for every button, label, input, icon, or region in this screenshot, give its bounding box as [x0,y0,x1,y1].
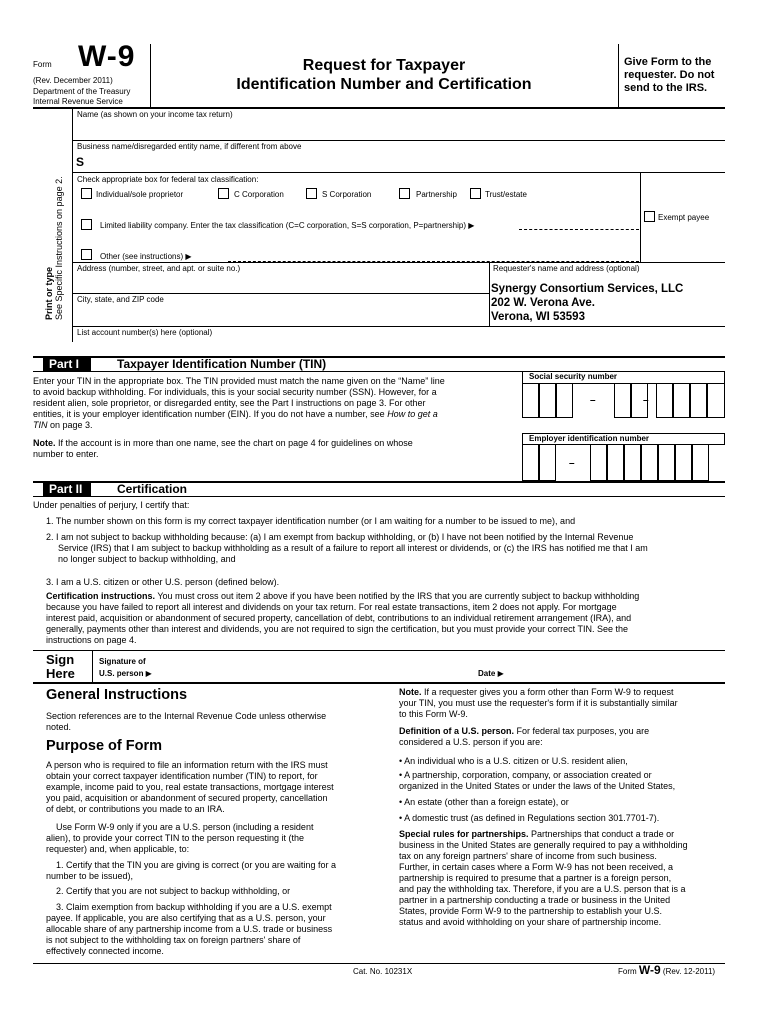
signature-field[interactable] [160,654,470,680]
ssn-digit-box[interactable] [614,384,631,418]
cert-item-3: 3. I am a U.S. citizen or other U.S. person (defined below). [46,577,280,587]
requester-street: 202 W. Verona Ave. [491,297,595,309]
individual-checkbox[interactable] [81,188,92,199]
instruction-line [33,420,521,431]
business-name-input[interactable]: S [76,155,85,169]
certify-item-3 [46,902,372,957]
text-line: your TIN, you must use the requester's form if it is substantially similar [399,698,678,708]
ssn-digit-box[interactable] [656,384,673,418]
cert-line: no longer subject to backup withholding, and [58,554,236,564]
sign-divider [92,650,93,683]
cert-item-2 [46,532,648,565]
text-line: requester) and, when applicable, to: [46,844,190,854]
give-form-line2: requester. Do not [624,69,715,81]
instruction-text: TIN [33,420,48,430]
text-line: of debt, or contributions you made to an IRA. [46,804,225,814]
catalog-number: Cat. No. 10231X [353,967,413,976]
ein-digit-box[interactable] [658,445,675,481]
general-instructions-text [46,711,326,733]
instruction-text: on page 3. [47,420,93,430]
ssn-digit-box[interactable] [690,384,707,418]
print-or-type-label: Print or type [44,266,54,320]
form-number: W-9 [78,40,136,73]
special-rules-text: Partnerships that conduct a trade or [528,829,675,839]
text-line [399,726,729,737]
part1-instructions [33,376,521,431]
ein-dash: – [569,458,575,469]
text-line: noted. [46,722,72,732]
text-line: • A partnership, corporation, company, or association created or [399,770,652,780]
text-line: you paid, acquisition or abandonment of secured property, cancellation [46,793,328,803]
ssn-digit-box[interactable] [522,384,539,418]
requester-name: Synergy Consortium Services, LLC [491,283,684,295]
instruction-line: to avoid backup withholding. For individuals, this is your social security number (SSN). However, for a [33,387,437,397]
see-specific-instructions-label: See Specific Instructions on page 2. [54,176,64,320]
requester-form-note [399,687,729,720]
c-corp-label: C Corporation [234,190,284,199]
individual-label: Individual/sole proprietor [96,190,184,199]
ein-digit-box[interactable] [675,445,692,481]
instruction-line [33,409,521,420]
signature-label-line1: Signature of [99,657,146,666]
exempt-payee-label: Exempt payee [658,213,710,222]
note-line: number to enter. [33,449,99,459]
ein-digit-box[interactable] [539,445,556,481]
ein-digit-box[interactable] [607,445,624,481]
ein-digit-box[interactable] [692,445,709,481]
footer-revision: (Rev. 12-2011) [662,967,716,976]
text-line: 3. Claim exemption from backup withholding if you are a U.S. exempt [56,902,332,912]
text-line: allocable share of any partnership income from a U.S. trade or business [46,924,333,934]
ssn-dash: – [643,395,649,406]
side-vertical-label [44,106,64,320]
name-label: Name (as shown on your income tax return) [77,110,233,119]
rule [73,172,725,173]
requester-city: Verona, WI 53593 [491,311,585,323]
header-bottom-rule [33,107,725,109]
cert-instructions-heading: Certification instructions. [46,591,156,601]
address-label: Address (number, street, and apt. or suite no.) [77,264,241,273]
partnership-checkbox[interactable] [399,188,410,199]
instruction-text: How to get a [387,409,438,419]
header-divider-right [618,44,619,108]
cert-line: Service (IRS) that I am subject to backup withholding as a result of a failure to report all interest or dividends, or (c) the IRS has notified me that I am [58,543,648,553]
s-corp-checkbox[interactable] [306,188,317,199]
other-checkbox[interactable] [81,249,92,260]
cert-text: You must cross out item 2 above if you have been notified by the IRS that you are currently subject to backup withholding [155,591,640,601]
part1-label: Part I [43,356,91,372]
rule [73,262,725,263]
text-line: payee. If applicable, you are also certifying that as a U.S. person, your [46,913,326,923]
part2-label: Part II [43,481,91,497]
form-title-line2: Identification Number and Certification [236,76,532,93]
ssn-digit-box[interactable] [707,384,725,418]
here-label: Here [46,666,75,681]
give-form-line3: send to the IRS. [624,82,708,94]
text-line: and pay the withholding tax. Therefore, if you are a U.S. person that is a [399,884,686,894]
ssn-dash: – [590,395,596,406]
ssn-digit-box[interactable] [673,384,690,418]
ein-digit-box[interactable] [590,445,607,481]
department: Department of the Treasury [33,87,131,96]
form-revision: (Rev. December 2011) [33,76,113,85]
ssn-label: Social security number [522,372,725,384]
text-line: to this Form W-9. [399,709,468,719]
tax-classification-label: Check appropriate box for federal tax classification: [77,175,259,184]
text-line: obtain your correct taxpayer identification number (TIN) to report, for [46,771,318,781]
cert-instructions [46,591,726,646]
exempt-payee-checkbox[interactable] [644,211,655,222]
part1-note [33,438,521,460]
trust-estate-label: Trust/estate [485,190,527,199]
text-line: alien), to provide your correct TIN to the person requesting it (the [46,833,304,843]
instruction-line: resident alien, sole proprietor, or disregarded entity, see the Part I instructions on page 3. For other [33,398,426,408]
ein-digit-box[interactable] [522,445,539,481]
text-line: considered a U.S. person if you are: [399,737,543,747]
us-person-bullet-2 [399,770,675,792]
certify-item-2: 2. Certify that you are not subject to backup withholding, or [56,886,291,896]
ssn-input[interactable] [522,384,725,418]
text-line: 1. Certify that the TIN you are giving is correct (or you are waiting for a [56,860,336,870]
certify-item-1 [46,860,372,882]
cert-line: instructions on page 4. [46,635,137,645]
ein-digit-box[interactable] [641,445,658,481]
instruction-text: entities, it is your employer identification number (EIN). If you do not have a number, see [33,409,388,419]
rule [33,650,725,651]
text-line: A person who is required to file an information return with the IRS must [46,760,328,770]
irs-label: Internal Revenue Service [33,97,123,106]
cert-line: 2. I am not subject to backup withholding because: (a) I am exempt from backup withholding, or (b) I have not been notified by the Internal Revenue [46,532,634,542]
date-label: Date ▶ [478,669,504,678]
exempt-divider [640,172,641,262]
text-line: partnership is required to presume that a partner is a foreign person, [399,873,672,883]
sign-label: Sign [46,652,75,667]
purpose-text [46,760,372,815]
text-line: is not subject to the withholding tax on foreign partners' share of [46,935,301,945]
us-person-bullet-3: • An estate (other than a foreign estate), or [399,797,569,807]
address-input[interactable] [73,274,489,294]
note-label: Note. [399,687,422,697]
special-rules-heading: Special rules for partnerships. [399,829,529,839]
ssn-digit-box[interactable] [539,384,556,418]
rule [73,326,725,327]
llc-label: Limited liability company. Enter the tax classification (C=C corporation, S=S corporation, P=partnership) ▶ [100,221,475,230]
business-name-label: Business name/disregarded entity name, if different from above [77,142,302,151]
ein-label: Employer identification number [522,433,725,445]
purpose-heading: Purpose of Form [46,738,163,754]
text-line: status and avoid withholding on your share of partnership income. [399,917,662,927]
rule [73,140,725,141]
part1-title: Taxpayer Identification Number (TIN) [117,357,327,371]
account-numbers-label: List account number(s) here (optional) [77,328,213,337]
requester-divider [489,262,490,326]
form-title-line1: Request for Taxpayer [302,57,466,74]
account-numbers-input[interactable] [73,338,725,354]
city-state-zip-input[interactable] [73,305,489,325]
special-rules-partnerships [399,829,729,928]
ein-input[interactable] [522,445,725,481]
ssn-digit-box[interactable] [556,384,573,418]
us-person-bullet-4: • A domestic trust (as defined in Regulations section 301.7701-7). [399,813,660,823]
cert-line: interest paid, acquisition or abandonment of secured property, cancellation of debt, contributions to an individual retirement arrangement (IRA), and [46,613,632,623]
use-form-text [46,822,372,855]
ein-digit-box[interactable] [624,445,641,481]
general-instructions-heading: General Instructions [46,687,188,703]
instruction-line: Enter your TIN in the appropriate box. The TIN provided must match the name given on the “Name” line [33,376,445,386]
rule [73,293,489,294]
llc-classification-input[interactable] [519,229,639,230]
text-line: Further, in certain cases where a Form W-9 has not been received, a [399,862,673,872]
text-line [399,687,729,698]
text-line: partner in a partnership conducting a trade or business in the United [399,895,671,905]
cert-line: generally, payments other than interest and dividends, you are not required to sign the certification, but you must provide your correct TIN. See the [46,624,628,634]
trust-estate-checkbox[interactable] [470,188,481,199]
footer-form-label: Form [618,967,637,976]
note-label: Note. [33,438,56,448]
date-field[interactable] [512,654,724,680]
form-label: Form [33,60,52,69]
part2-title: Certification [117,482,188,496]
us-person-bullet-1: • An individual who is a U.S. citizen or U.S. resident alien, [399,756,628,766]
text-line: number to be issued), [46,871,134,881]
text-line: States, provide Form W-9 to the partnership to establish your U.S. [399,906,662,916]
definition-heading: Definition of a U.S. person. [399,726,515,736]
partnership-label: Partnership [416,190,457,199]
give-form-line1: Give Form to the [624,56,712,68]
text-line: business in the United States are generally required to pay a withholding [399,840,688,850]
text-line [399,829,729,840]
text-line: Use Form W-9 only if you are a U.S. person (including a resident [56,822,314,832]
text-line: Section references are to the Internal Revenue Code unless otherwise [46,711,327,721]
other-label: Other (see instructions) ▶ [100,252,192,261]
cert-line [46,591,726,602]
c-corp-checkbox[interactable] [218,188,229,199]
footer-form-id [618,963,715,979]
city-state-zip-label: City, state, and ZIP code [77,295,164,304]
us-person-definition [399,726,729,748]
signature-label-line2: U.S. person ▶ [99,669,152,678]
name-input[interactable] [73,120,725,138]
cert-item-1: 1. The number shown on this form is my correct taxpayer identification number (or I am waiting for a number to be issued to me), and [46,516,576,526]
text-line: organized in the United States or under the laws of the United States, [399,781,676,791]
text-line: example, income paid to you, real estate transactions, mortgage interest [46,782,334,792]
s-corp-label: S Corporation [322,190,372,199]
requester-label: Requester's name and address (optional) [493,264,640,273]
text-line: effectively connected income. [46,946,164,956]
footer-form-number: W-9 [638,963,661,977]
note-text: If the account is in more than one name, see the chart on page 4 for guidelines on whose [55,438,413,448]
perjury-intro: Under penalties of perjury, I certify that: [33,500,190,510]
note-line [33,438,521,449]
note-text: If a requester gives you a form other than Form W-9 to request [421,687,674,697]
rule [33,682,725,684]
cert-line: because you have failed to report all interest and dividends on your tax return. For real estate transactions, item 2 does not apply. For mortgage [46,602,617,612]
llc-checkbox[interactable] [81,219,92,230]
definition-text: For federal tax purposes, you are [514,726,650,736]
text-line: tax on any foreign partners' share of income from such business. [399,851,657,861]
rule [33,496,725,497]
